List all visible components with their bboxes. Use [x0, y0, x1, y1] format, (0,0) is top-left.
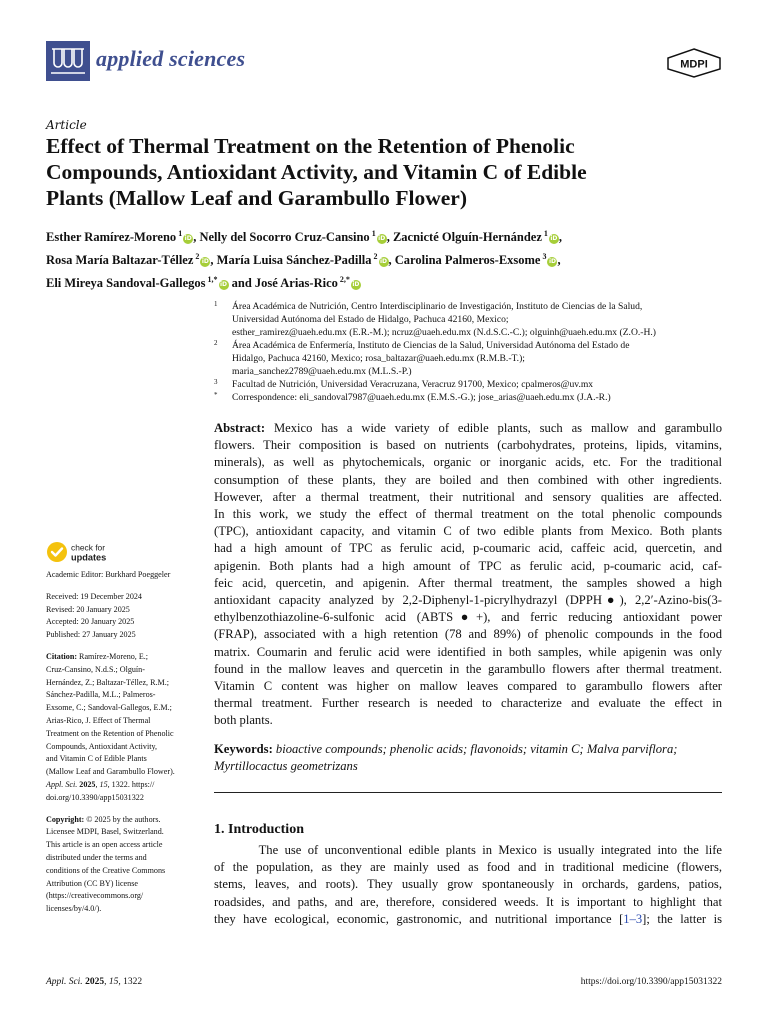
- copyright-line: (https://creativecommons.org/: [46, 891, 144, 901]
- title-line: Plants (Mallow Leaf and Garambullo Flower): [46, 186, 468, 210]
- abstract-line: ethylbenzothiazoline-6-sulfonic acid (ABTS●+), and ferric reducing antioxidant power: [214, 610, 722, 625]
- citation-volume: 15: [99, 779, 108, 789]
- affiliation-ref: 3: [540, 252, 547, 262]
- check-for-updates-badge[interactable]: [46, 540, 146, 564]
- affiliation-mark: *: [214, 391, 218, 399]
- abstract-line: had a high amount of TPC as ferulic acid, p-coumaric acid, caffeic acid, quercetin, and: [214, 541, 722, 556]
- copyright-line: Attribution (CC BY) license: [46, 878, 138, 888]
- affiliation: [212, 391, 732, 404]
- section-divider: [214, 792, 722, 793]
- affiliation-ref: 1: [176, 229, 183, 238]
- citation-line: Arias-Rico, J. Effect of Thermal: [46, 715, 151, 725]
- keywords-label: Keywords:: [214, 742, 273, 756]
- abstract-line: However, after a thermal treatment, their nutritional and sensory qualities are affected.: [214, 489, 722, 504]
- intro-line: they have ecological, economic, gastronomic, and nutritional importance [1–3]; the latter is: [214, 911, 722, 926]
- abstract-label: Abstract:: [214, 421, 266, 435]
- author-line: Eli Mireya Sandoval-Gallegos $^{1,*}$iD and José Arias-Rico $^{2,*}$iD: [46, 275, 360, 291]
- academic-editor: Academic Editor: Burkhard Poeggeler: [46, 570, 171, 579]
- abstract-line: Abstract: Mexico has a wide variety of edible plants, such as mallow and garambullo: [214, 421, 722, 435]
- affiliation-line: Correspondence: eli_sandoval7987@uaeh.edu.mx (E.M.S.-G.); jose_arias@uaeh.edu.mx (J.A.-R.): [232, 392, 611, 403]
- abstract-line: minerals), as well as phytochemicals, organic or inorganic acids, etc. For the traditional: [214, 455, 722, 470]
- abstract-line: (FRAP), associated with a high retention (78 and 89%) of phenolic compounds in the food: [214, 627, 722, 642]
- orcid-icon[interactable]: iD: [550, 235, 558, 243]
- date-received: Received: 19 December 2024: [46, 591, 142, 601]
- affiliation-mark: 3: [214, 378, 218, 386]
- check-for-label: check for: [71, 542, 105, 553]
- abstract-line: found in the mallow leaves and quercetin in the garambullo flowers after thermal treatment.: [214, 661, 722, 676]
- affiliation-line: esther_ramirez@uaeh.edu.mx (E.R.-M.); ncruz@uaeh.edu.mx (N.d.S.C.-C.); olguinh@uaeh.edu.mx (Z.O.-H.): [232, 327, 656, 338]
- keywords: [214, 741, 722, 775]
- copyright-line: conditions of the Creative Commons: [46, 865, 166, 875]
- footer-volume: 15: [108, 977, 119, 987]
- abstract: [214, 420, 722, 730]
- title-line: Effect of Thermal Treatment on the Retention of Phenolic: [46, 134, 575, 158]
- copyright-line: This article is an open access article: [46, 840, 163, 850]
- citation-line: Hernández, Z.; Baltazar-Téllez, R.M.;: [46, 677, 169, 687]
- footer-journal: Appl. Sci.: [46, 977, 83, 987]
- footer-pages: , 1322: [118, 977, 143, 987]
- journal-logo-icon: [46, 41, 90, 81]
- date-published: Published: 27 January 2025: [46, 630, 136, 640]
- abstract-line: matrix. Coumarin and ferulic acid were identified in both samples, while apigenin was only: [214, 644, 722, 659]
- citation-line: Treatment on the Retention of Phenolic: [46, 728, 174, 738]
- footer-year: 2025: [85, 977, 105, 987]
- abstract-line: In this work, we study the effect of thermal treatment on the total phenolic compounds: [214, 507, 722, 522]
- affiliation: [212, 378, 732, 391]
- affiliation-line: Hidalgo, Pachuca 42160, Mexico; rosa_baltazar@uaeh.edu.mx (R.M.B.-T.);: [232, 353, 525, 364]
- orcid-icon[interactable]: iD: [184, 235, 192, 243]
- intro-heading: 1. Introduction: [214, 822, 304, 837]
- date-accepted: Accepted: 20 January 2025: [46, 617, 135, 627]
- citation-line: and Vitamin C of Edible Plants: [46, 754, 147, 764]
- copyright-line: Licensee MDPI, Basel, Switzerland.: [46, 827, 164, 837]
- footer-citation: Appl. Sci. 2025, 15, 1322: [46, 977, 143, 987]
- intro-body: [214, 842, 722, 928]
- citation-line: Appl. Sci. 2025, 15, 1322. https://: [46, 779, 155, 789]
- author-line: Esther Ramírez-Moreno $^1$iD, Nelly del Socorro Cruz-Cansino $^1$iD, Zacnicté Olguín-Hernández $^1$iD,: [46, 229, 563, 245]
- affiliation-line: Área Académica de Nutrición, Centro Interdisciplinario de Investigación, Instituto de Ciencias de la Salud,: [232, 301, 643, 312]
- abstract-line: consumption of these plants, they are boiled and then combined with other ingredients.: [214, 472, 722, 487]
- abstract-line: both plants.: [214, 713, 273, 728]
- title-line: Compounds, Antioxidant Activity, and Vitamin C of Edible: [46, 160, 587, 184]
- keywords-text: bioactive compounds; phenolic acids; flavonoids; vitamin C; Malva parviflora;: [275, 742, 678, 756]
- abstract-line: (TPC), antioxidant capacity, and vitamin C of two edible plants from Mexico. Both plants: [214, 524, 722, 539]
- date-revised: Revised: 20 January 2025: [46, 604, 130, 614]
- affiliation-ref: 2: [193, 252, 200, 262]
- author-name[interactable]: Esther Ramírez-Moreno: [46, 230, 177, 245]
- abstract-line: flowers. Their composition is based on nutrients (carbohydrates, proteins, lipids, vitamins,: [214, 438, 722, 453]
- affiliation-ref: 1: [369, 229, 376, 238]
- publisher-logo-text: MDPI: [680, 58, 708, 71]
- orcid-icon[interactable]: iD: [352, 281, 360, 289]
- orcid-icon[interactable]: iD: [378, 235, 386, 243]
- author-name[interactable]: Eli Mireya Sandoval-Gallegos: [46, 276, 206, 291]
- sidebar: [46, 569, 196, 916]
- author-name[interactable]: José Arias-Rico: [254, 276, 338, 291]
- author-name[interactable]: Nelly del Socorro Cruz-Cansino: [199, 230, 370, 245]
- author-line: Rosa María Baltazar-Téllez $^2$iD, María Luisa Sánchez-Padilla $^2$iD, Carolina Palmeros-Exsome $^3$iD,: [46, 252, 561, 268]
- abstract-line: Vitamin C content was higher on mallow leaves compared to garambullo flowers after: [214, 679, 722, 694]
- affiliation-ref: 1: [541, 229, 548, 238]
- journal-name: applied sciences: [96, 46, 246, 71]
- orcid-icon[interactable]: iD: [380, 258, 388, 266]
- affiliation: [212, 339, 732, 378]
- orcid-icon[interactable]: iD: [548, 258, 556, 266]
- citation-line: Sánchez-Padilla, M.L.; Palmeros-: [46, 690, 156, 700]
- affiliation-ref: 2: [371, 252, 378, 262]
- citation-line: Cruz-Cansino, N.d.S.; Olguín-: [46, 664, 145, 674]
- orcid-icon[interactable]: iD: [201, 258, 209, 266]
- abstract-line: thermal treatment. Further research is needed to characterize and evaluate the effect in: [214, 696, 722, 711]
- citation-journal: Appl. Sci.: [46, 779, 78, 789]
- copyright-block: [46, 814, 196, 916]
- intro-line: roadsides, and paths, and are, therefore, considered weeds. It is important to highlight that: [214, 894, 722, 909]
- abstract-line: apigenin. Both plants had a high amount of TPC as ferulic acid, p-coumaric acid, caf-: [214, 558, 722, 573]
- author-name[interactable]: Zacnicté Olguín-Hernández: [392, 230, 542, 245]
- author-name[interactable]: María Luisa Sánchez-Padilla: [216, 253, 372, 268]
- citation-block: [46, 651, 196, 805]
- article-title: [46, 133, 726, 211]
- affiliation-mark: 2: [214, 339, 218, 347]
- affiliations: [212, 300, 732, 404]
- citation-year: 2025: [79, 779, 96, 789]
- author-list: [46, 224, 736, 293]
- reference-link[interactable]: 1–3: [623, 911, 643, 926]
- updates-label: updates: [71, 552, 107, 563]
- publisher-logo: [666, 48, 722, 78]
- citation-doi-link[interactable]: doi.org/10.3390/app15031322: [46, 792, 144, 802]
- keywords-text: Myrtillocactus geometrizans: [214, 759, 358, 774]
- affiliation-line: Facultad de Nutrición, Universidad Veracruzana, Veracruz 91700, Mexico; cpalmeros@uv.mx: [232, 379, 594, 390]
- copyright-label: Copyright:: [46, 814, 85, 824]
- affiliation-line: maria_sanchez2789@uaeh.edu.mx (M.L.S.-P.): [232, 366, 412, 377]
- affiliation-line: Universidad Autónoma del Estado de Hidalgo, Pachuca 42160, Mexico;: [232, 314, 509, 325]
- affiliation-line: Área Académica de Enfermería, Instituto de Ciencias de la Salud, Universidad Autónoma del Estado de: [232, 340, 630, 351]
- copyright-line: Copyright: © 2025 by the authors.: [46, 814, 161, 824]
- intro-line: of the population, as they are mainly used as food and in traditional medicine (flowers,: [214, 860, 722, 875]
- copyright-line: distributed under the terms and: [46, 852, 147, 862]
- abstract-line: antioxidant capacity analyzed by 2,2-Diphenyl-1-picrylhydrazyl (DPPH●), 2,2′-Azino-bis(3-: [214, 593, 722, 608]
- intro-line: The use of unconventional edible plants in Mexico is usually integrated into the life: [214, 843, 722, 857]
- affiliation-mark: 1: [214, 300, 218, 308]
- citation-line: Exsome, C.; Sandoval-Gallegos, E.M.;: [46, 703, 172, 713]
- citation-label: Citation:: [46, 651, 78, 661]
- author-name[interactable]: Carolina Palmeros-Exsome: [394, 253, 541, 268]
- footer-doi-link[interactable]: https://doi.org/10.3390/app15031322: [580, 977, 722, 987]
- citation-line: Citation: Ramírez-Moreno, E.;: [46, 651, 149, 661]
- article-type: Article: [46, 118, 87, 132]
- affiliation-ref: 2,*: [337, 275, 350, 285]
- abstract-line: feic acid, quercetin, and apigenin. After thermal treatment, the samples showed a high: [214, 575, 722, 590]
- orcid-icon[interactable]: iD: [219, 281, 228, 289]
- copyright-line: licenses/by/4.0/).: [46, 904, 102, 914]
- affiliation-ref: 1,*: [205, 275, 218, 285]
- citation-line: Compounds, Antioxidant Activity,: [46, 741, 157, 751]
- citation-line: (Mallow Leaf and Garambullo Flower).: [46, 767, 175, 777]
- intro-line: stems, leaves, and roots). They usually grow spontaneously in orchards, gardens, patios,: [214, 877, 722, 892]
- author-name[interactable]: Rosa María Baltazar-Téllez: [46, 253, 194, 268]
- affiliation: [212, 300, 732, 339]
